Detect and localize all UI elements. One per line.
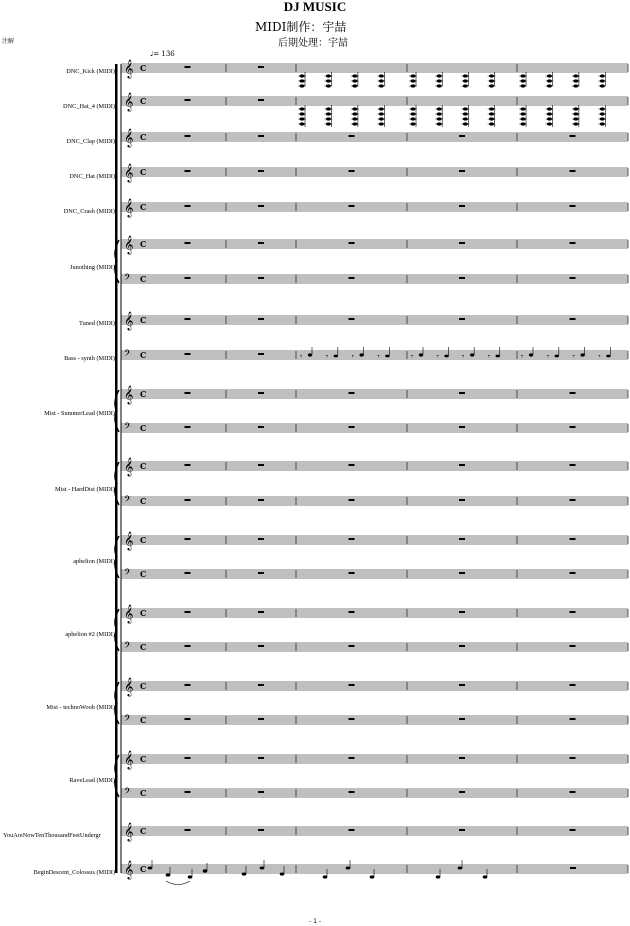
whole-rest <box>570 392 576 394</box>
time-signature: C <box>140 423 147 433</box>
whole-rest <box>258 645 264 647</box>
instrument-staff-group <box>121 97 628 105</box>
instrument-label-kick: DNC_Kick (MIDI) <box>66 68 115 75</box>
time-signature: C <box>140 569 147 579</box>
whole-rest <box>185 572 191 574</box>
eighth-rest-icon: 𝄾 <box>325 352 328 361</box>
treble-clef-icon: 𝄞 <box>124 750 134 769</box>
instrument-staff-group <box>121 316 628 324</box>
whole-rest <box>349 499 355 501</box>
whole-rest <box>258 499 264 501</box>
whole-rest <box>258 829 264 831</box>
bass-notehead <box>606 355 610 358</box>
whole-rest <box>185 242 191 244</box>
instrument-staff-group <box>115 462 628 505</box>
eighth-rest-icon: 𝄾 <box>351 352 354 361</box>
whole-rest <box>459 684 465 686</box>
whole-rest <box>570 572 576 574</box>
whole-rest <box>459 318 465 320</box>
whole-rest <box>459 242 465 244</box>
whole-rest <box>185 205 191 207</box>
whole-rest <box>258 170 264 172</box>
instrument-label-clap: DNC_Clap (MIDI) <box>66 138 115 145</box>
time-signature: C <box>140 788 147 798</box>
time-signature: C <box>140 202 147 212</box>
whole-rest <box>258 538 264 540</box>
time-signature: C <box>140 274 147 284</box>
whole-rest <box>185 66 191 68</box>
melody-notehead <box>346 866 351 869</box>
eighth-rest-icon: 𝄾 <box>572 352 575 361</box>
midi-credit: MIDI制作：宇喆 <box>255 20 347 34</box>
instrument-label-junothing: Junothing (MIDI) <box>70 264 115 271</box>
whole-rest <box>258 66 264 68</box>
whole-rest <box>570 718 576 720</box>
instrument-label-hat: DNC_Hat (MIDI) <box>69 173 115 180</box>
whole-rest <box>570 684 576 686</box>
whole-rest <box>258 242 264 244</box>
whole-rest <box>258 353 264 355</box>
instrument-staff-group <box>115 609 628 651</box>
instrument-staff-group <box>121 168 628 176</box>
whole-rest <box>185 99 191 101</box>
whole-rest <box>459 538 465 540</box>
page-title: DJ MUSIC <box>283 0 347 14</box>
whole-rest <box>185 757 191 759</box>
treble-clef-icon: 𝄞 <box>124 457 134 476</box>
treble-clef-icon: 𝄞 <box>124 92 134 111</box>
whole-rest <box>258 464 264 466</box>
bass-clef-icon: 𝄢 <box>124 494 132 507</box>
bass-notehead <box>385 355 389 358</box>
melody-notehead <box>280 872 285 875</box>
eighth-rest-icon: 𝄾 <box>462 352 465 361</box>
whole-rest <box>570 464 576 466</box>
whole-rest <box>570 242 576 244</box>
bass-clef-icon: 𝄢 <box>124 272 132 285</box>
whole-rest <box>459 170 465 172</box>
whole-rest <box>185 611 191 613</box>
whole-rest <box>459 135 465 137</box>
whole-rest <box>185 718 191 720</box>
melody-notehead <box>458 866 463 869</box>
bass-clef-icon: 𝄢 <box>124 713 132 726</box>
whole-rest <box>349 426 355 428</box>
eighth-rest-icon: 𝄾 <box>411 352 414 361</box>
whole-rest <box>349 242 355 244</box>
instrument-staff-group <box>115 240 628 283</box>
bass-notehead <box>555 355 559 358</box>
instrument-staff-group <box>121 865 628 873</box>
whole-rest <box>349 645 355 647</box>
treble-clef-icon: 𝄞 <box>124 531 134 550</box>
whole-rest <box>570 829 576 831</box>
whole-rest <box>185 684 191 686</box>
melody-notehead <box>166 873 171 876</box>
instrument-staff-group <box>121 351 628 359</box>
whole-rest <box>570 611 576 613</box>
bass-clef-icon: 𝄢 <box>124 567 132 580</box>
time-signature: C <box>140 239 147 249</box>
treble-clef-icon: 𝄞 <box>124 235 134 254</box>
tempo-marking: ♩= 136 <box>150 50 175 58</box>
time-signature: C <box>140 864 147 874</box>
whole-rest <box>349 464 355 466</box>
whole-rest <box>459 426 465 428</box>
instrument-label-tuned: Tuned (MIDI) <box>79 320 115 327</box>
instrument-label-colossus: BeginDescent_Colossus (MIDI) <box>33 869 115 876</box>
instrument-staff-group <box>121 203 628 211</box>
whole-rest <box>185 499 191 501</box>
bass-notehead <box>496 355 500 358</box>
whole-rest <box>459 572 465 574</box>
time-signature: C <box>140 389 147 399</box>
whole-rest <box>459 645 465 647</box>
instrument-label-summerlead: Mist - SummerLead (MIDI) <box>44 410 115 417</box>
instrument-staff-group <box>115 536 628 578</box>
bass-notehead <box>529 354 533 357</box>
whole-rest <box>459 464 465 466</box>
whole-rest <box>185 791 191 793</box>
instrument-staff-group <box>121 64 628 72</box>
melody-notehead <box>370 875 375 878</box>
treble-clef-icon: 𝄞 <box>124 311 134 330</box>
eighth-rest-icon: 𝄾 <box>598 352 601 361</box>
whole-rest <box>459 205 465 207</box>
whole-rest <box>258 757 264 759</box>
whole-rest <box>349 135 355 137</box>
whole-rest <box>570 426 576 428</box>
whole-rest <box>258 572 264 574</box>
whole-rest <box>258 718 264 720</box>
bass-notehead <box>470 354 474 357</box>
time-signature: C <box>140 350 147 360</box>
melody-notehead <box>483 875 488 878</box>
whole-rest <box>349 318 355 320</box>
whole-rest <box>459 829 465 831</box>
whole-rest <box>570 757 576 759</box>
bass-notehead <box>444 355 448 358</box>
time-signature: C <box>140 681 147 691</box>
time-signature: C <box>140 642 147 652</box>
page-number: - 1 - <box>309 918 321 925</box>
whole-rest <box>185 538 191 540</box>
bass-notehead <box>334 355 338 358</box>
instrument-staff-group <box>121 827 628 835</box>
bass-clef-icon: 𝄢 <box>124 640 132 653</box>
bass-notehead <box>419 354 423 357</box>
melody-notehead <box>203 869 208 872</box>
tie-slur <box>166 881 190 885</box>
melody-notehead <box>242 872 247 875</box>
whole-rest <box>349 718 355 720</box>
eighth-rest-icon: 𝄾 <box>487 352 490 361</box>
whole-rest <box>459 277 465 279</box>
eighth-rest-icon: 𝄾 <box>436 352 439 361</box>
instrument-staff-group <box>115 682 628 724</box>
whole-rest <box>570 867 576 869</box>
whole-rest <box>459 611 465 613</box>
whole-rest <box>185 318 191 320</box>
whole-rest <box>349 170 355 172</box>
instrument-label-harddist: Mist - HardDist (MIDI) <box>55 486 115 493</box>
whole-rest <box>570 205 576 207</box>
whole-rest <box>185 170 191 172</box>
instrument-label-ravelead: RaveLead (MIDI) <box>69 777 115 784</box>
whole-rest <box>258 318 264 320</box>
treble-clef-icon: 𝄞 <box>124 604 134 623</box>
instrument-staff-group <box>115 755 628 797</box>
bass-clef-icon: 𝄢 <box>124 348 132 361</box>
whole-rest <box>185 829 191 831</box>
post-credit: 后期处理：宇喆 <box>278 38 348 49</box>
whole-rest <box>570 791 576 793</box>
instrument-label-bass-synth: Bass - synth (MIDI) <box>64 355 115 362</box>
whole-rest <box>185 277 191 279</box>
instrument-label-technowoob: Mist - technoWoob (MIDI) <box>46 704 115 711</box>
whole-rest <box>258 611 264 613</box>
whole-rest <box>570 135 576 137</box>
melody-notehead <box>188 875 193 878</box>
whole-rest <box>258 99 264 101</box>
time-signature: C <box>140 315 147 325</box>
whole-rest <box>185 464 191 466</box>
whole-rest <box>570 170 576 172</box>
melody-notehead <box>436 875 441 878</box>
whole-rest <box>459 718 465 720</box>
time-signature: C <box>140 167 147 177</box>
whole-rest <box>258 277 264 279</box>
time-signature: C <box>140 63 147 73</box>
bass-clef-icon: 𝄢 <box>124 786 132 799</box>
treble-clef-icon: 𝄞 <box>124 128 134 147</box>
whole-rest <box>570 499 576 501</box>
eighth-rest-icon: 𝄾 <box>377 352 380 361</box>
whole-rest <box>185 392 191 394</box>
whole-rest <box>258 426 264 428</box>
instrument-staff-group <box>115 390 628 432</box>
whole-rest <box>258 135 264 137</box>
whole-rest <box>349 757 355 759</box>
bass-notehead <box>359 354 363 357</box>
instrument-label-hat4: DNC_Hat_4 (MIDI) <box>63 103 115 110</box>
time-signature: C <box>140 608 147 618</box>
melody-notehead <box>323 875 328 878</box>
whole-rest <box>185 645 191 647</box>
time-signature: C <box>140 535 147 545</box>
instrument-staff-group <box>121 133 628 141</box>
time-signature: C <box>140 96 147 106</box>
time-signature: C <box>140 496 147 506</box>
corner-note: 注解 <box>2 38 15 45</box>
whole-rest <box>185 426 191 428</box>
treble-clef-icon: 𝄞 <box>124 860 134 879</box>
treble-clef-icon: 𝄞 <box>124 59 134 78</box>
whole-rest <box>459 499 465 501</box>
treble-clef-icon: 𝄞 <box>124 163 134 182</box>
whole-rest <box>258 791 264 793</box>
whole-rest <box>349 205 355 207</box>
treble-clef-icon: 𝄞 <box>124 198 134 217</box>
melody-notehead <box>148 866 153 869</box>
time-signature: C <box>140 754 147 764</box>
treble-clef-icon: 𝄞 <box>124 822 134 841</box>
instrument-label-underground: YouAreNowTenThousandFeetUndergr <box>3 832 101 839</box>
time-signature: C <box>140 132 147 142</box>
whole-rest <box>570 645 576 647</box>
whole-rest <box>185 353 191 355</box>
whole-rest <box>349 611 355 613</box>
eighth-rest-icon: 𝄾 <box>521 352 524 361</box>
whole-rest <box>258 392 264 394</box>
whole-rest <box>349 684 355 686</box>
treble-clef-icon: 𝄞 <box>124 385 134 404</box>
whole-rest <box>349 829 355 831</box>
eighth-rest-icon: 𝄾 <box>546 352 549 361</box>
time-signature: C <box>140 461 147 471</box>
whole-rest <box>258 205 264 207</box>
eighth-rest-icon: 𝄾 <box>300 352 303 361</box>
bass-notehead <box>580 354 584 357</box>
whole-rest <box>459 392 465 394</box>
whole-rest <box>258 684 264 686</box>
whole-rest <box>459 757 465 759</box>
bass-notehead <box>308 354 312 357</box>
time-signature: C <box>140 715 147 725</box>
instrument-label-aphelion2: aphelion #2 (MIDI) <box>65 631 115 638</box>
melody-notehead <box>260 866 265 869</box>
whole-rest <box>185 135 191 137</box>
time-signature: C <box>140 826 147 836</box>
instrument-label-crash: DNC_Crash (MIDI) <box>63 208 115 215</box>
whole-rest <box>349 392 355 394</box>
treble-clef-icon: 𝄞 <box>124 677 134 696</box>
whole-rest <box>349 572 355 574</box>
whole-rest <box>570 538 576 540</box>
whole-rest <box>459 791 465 793</box>
whole-rest <box>570 318 576 320</box>
bass-clef-icon: 𝄢 <box>124 421 132 434</box>
whole-rest <box>349 791 355 793</box>
whole-rest <box>349 538 355 540</box>
whole-rest <box>349 277 355 279</box>
instrument-label-aphelion: aphelion (MIDI) <box>73 558 115 565</box>
whole-rest <box>570 277 576 279</box>
